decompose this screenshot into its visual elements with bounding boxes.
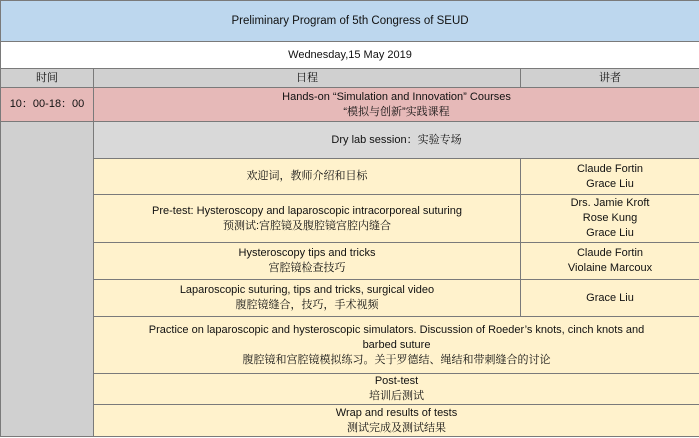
item-wrap-up-zh: 测试完成及测试结果 bbox=[347, 421, 447, 434]
item-practice-en-cont: barbed suture bbox=[362, 338, 431, 351]
item-pretest-en: Pre-test: Hysteroscopy and laparoscopic intracorporeal suturing bbox=[152, 204, 462, 217]
item-hysteroscopy-zh: 宫腔镜检查技巧 bbox=[268, 262, 346, 274]
program-title: Preliminary Program of 5th Congress of SEUD bbox=[1, 1, 699, 42]
item-post-test-en: Post-test bbox=[374, 375, 419, 387]
item-practice-en: Practice on laparoscopic and hysteroscopic simulators. Discussion of Roeder’s knots, cinch knots and bbox=[148, 323, 645, 336]
program-date: Wednesday,15 May 2019 bbox=[1, 42, 699, 69]
item-welcome: 欢迎词，教师介绍和目标 bbox=[94, 159, 521, 195]
time-column-filler bbox=[1, 122, 94, 437]
speaker-name: Grace Liu bbox=[586, 227, 634, 239]
time-slot: 10：00-18：00 bbox=[1, 88, 94, 122]
hands-on-title-zh: “模拟与创新”实践课程 bbox=[343, 105, 450, 118]
item-hysteroscopy-tips bbox=[94, 243, 521, 280]
item-laparoscopic-zh: 腹腔镜缝合，技巧，手术视频 bbox=[235, 299, 379, 311]
item-pretest-speakers bbox=[521, 195, 699, 243]
header-schedule: 日程 bbox=[94, 69, 521, 88]
hands-on-course bbox=[94, 88, 699, 122]
item-pretest bbox=[94, 195, 521, 243]
speaker-name: Claude Fortin bbox=[576, 247, 644, 259]
item-practice-zh: 腹腔镜和宫腔镜模拟练习。关于罗德结、绳结和带刺缝合的讨论 bbox=[242, 353, 551, 366]
header-time: 时间 bbox=[1, 69, 94, 88]
item-wrap-up bbox=[94, 405, 699, 437]
hands-on-title-en: Hands-on “Simulation and Innovation” Courses bbox=[282, 90, 511, 103]
speaker-name: Grace Liu bbox=[586, 177, 634, 190]
item-laparoscopic-speakers bbox=[521, 280, 699, 317]
item-post-test bbox=[94, 374, 699, 405]
item-laparoscopic-suturing bbox=[94, 280, 521, 317]
speaker-name: Violaine Marcoux bbox=[567, 262, 653, 274]
item-practice bbox=[94, 317, 699, 374]
item-hysteroscopy-en: Hysteroscopy tips and tricks bbox=[238, 247, 376, 259]
speaker-name: Grace Liu bbox=[586, 291, 634, 304]
dry-lab-session: Dry lab session：实验专场 bbox=[94, 122, 699, 159]
speaker-name: Claude Fortin bbox=[576, 162, 644, 175]
header-speaker: 讲者 bbox=[521, 69, 699, 88]
item-hysteroscopy-speakers bbox=[521, 243, 699, 280]
item-welcome-speakers bbox=[521, 159, 699, 195]
item-pretest-zh: 预测试:宫腔镜及腹腔镜宫腔内缝合 bbox=[222, 219, 392, 232]
speaker-name: Rose Kung bbox=[582, 212, 638, 224]
item-laparoscopic-en: Laparoscopic suturing, tips and tricks, surgical video bbox=[179, 284, 435, 296]
item-post-test-zh: 培训后测试 bbox=[369, 390, 425, 402]
speaker-name: Drs. Jamie Kroft bbox=[570, 197, 650, 209]
item-wrap-up-en: Wrap and results of tests bbox=[335, 406, 458, 419]
